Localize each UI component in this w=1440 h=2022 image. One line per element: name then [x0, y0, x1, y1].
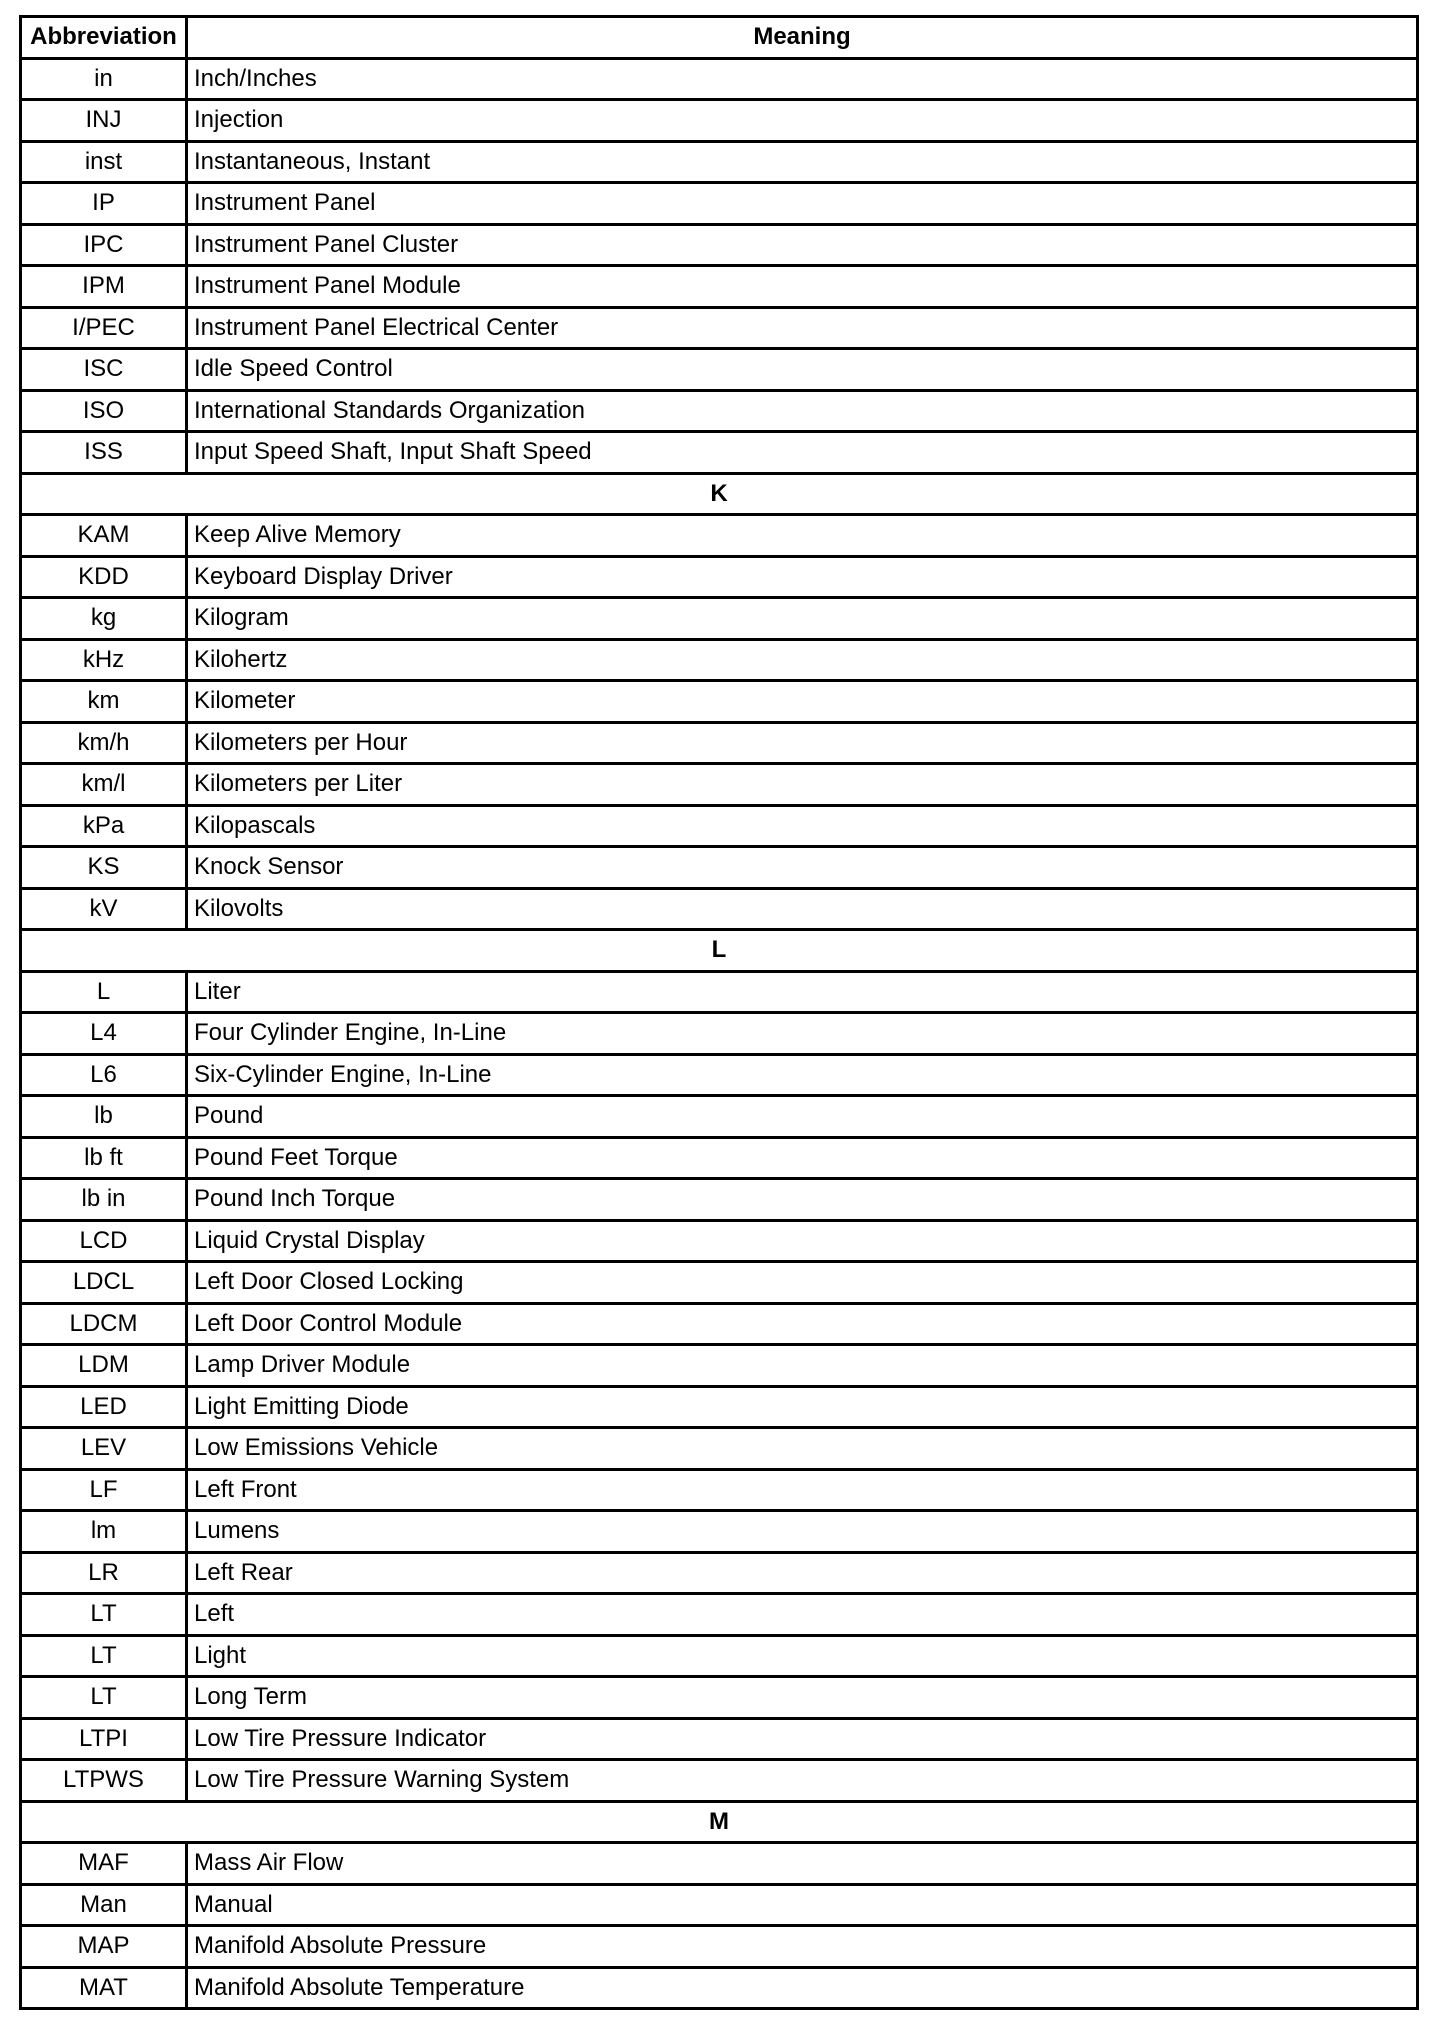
meaning-cell: Four Cylinder Engine, In-Line: [187, 1013, 1418, 1055]
meaning-cell: Left Door Closed Locking: [187, 1262, 1418, 1304]
table-row: [21, 100, 1418, 142]
abbreviation-cell: L4: [21, 1013, 187, 1055]
meaning-cell: Knock Sensor: [187, 847, 1418, 889]
abbreviation-cell: kV: [21, 888, 187, 930]
meaning-cell: Instrument Panel Cluster: [187, 224, 1418, 266]
abbreviation-cell: ISS: [21, 432, 187, 474]
meaning-cell: Left Door Control Module: [187, 1303, 1418, 1345]
table-row: [21, 556, 1418, 598]
abbreviation-cell: lb ft: [21, 1137, 187, 1179]
table-row: [21, 1220, 1418, 1262]
abbreviation-cell: LT: [21, 1677, 187, 1719]
meaning-cell: Instrument Panel: [187, 183, 1418, 225]
table-row: [21, 390, 1418, 432]
abbreviation-cell: IPM: [21, 266, 187, 308]
table-row: [21, 639, 1418, 681]
abbreviation-cell: MAF: [21, 1843, 187, 1885]
table-row: [21, 888, 1418, 930]
section-letter: L: [21, 930, 1418, 972]
meaning-cell: Keyboard Display Driver: [187, 556, 1418, 598]
abbreviation-cell: kHz: [21, 639, 187, 681]
meaning-cell: Lamp Driver Module: [187, 1345, 1418, 1387]
section-row: [21, 930, 1418, 972]
section-row: [21, 473, 1418, 515]
meaning-cell: Inch/Inches: [187, 58, 1418, 100]
abbreviation-cell: LT: [21, 1594, 187, 1636]
table-row: [21, 307, 1418, 349]
meaning-cell: Pound Inch Torque: [187, 1179, 1418, 1221]
meaning-cell: Mass Air Flow: [187, 1843, 1418, 1885]
meaning-cell: Light: [187, 1635, 1418, 1677]
table-row: [21, 681, 1418, 723]
abbreviation-cell: kPa: [21, 805, 187, 847]
abbreviation-cell: I/PEC: [21, 307, 187, 349]
abbreviation-table: [19, 15, 1419, 2010]
table-row: [21, 1013, 1418, 1055]
table-row: [21, 141, 1418, 183]
meaning-cell: Idle Speed Control: [187, 349, 1418, 391]
abbreviation-cell: LTPI: [21, 1718, 187, 1760]
table-row: [21, 1843, 1418, 1885]
abbreviation-cell: inst: [21, 141, 187, 183]
table-row: [21, 1179, 1418, 1221]
meaning-cell: Six-Cylinder Engine, In-Line: [187, 1054, 1418, 1096]
table-row: [21, 1677, 1418, 1719]
meaning-cell: Kilometer: [187, 681, 1418, 723]
abbreviation-cell: Man: [21, 1884, 187, 1926]
meaning-cell: Kilometers per Liter: [187, 764, 1418, 806]
abbreviation-cell: KDD: [21, 556, 187, 598]
table-row: [21, 1926, 1418, 1968]
meaning-cell: Left: [187, 1594, 1418, 1636]
meaning-cell: Kilometers per Hour: [187, 722, 1418, 764]
meaning-cell: Left Front: [187, 1469, 1418, 1511]
abbreviation-cell: LEV: [21, 1428, 187, 1470]
table-row: [21, 1428, 1418, 1470]
meaning-cell: Instrument Panel Electrical Center: [187, 307, 1418, 349]
meaning-cell: Liquid Crystal Display: [187, 1220, 1418, 1262]
table-row: [21, 764, 1418, 806]
meaning-cell: Kilogram: [187, 598, 1418, 640]
meaning-cell: Liter: [187, 971, 1418, 1013]
table-row: [21, 1760, 1418, 1802]
meaning-cell: Input Speed Shaft, Input Shaft Speed: [187, 432, 1418, 474]
abbreviation-cell: INJ: [21, 100, 187, 142]
table-row: [21, 847, 1418, 889]
abbreviation-cell: LDCL: [21, 1262, 187, 1304]
abbreviation-cell: km: [21, 681, 187, 723]
abbreviation-cell: lb in: [21, 1179, 187, 1221]
meaning-cell: Light Emitting Diode: [187, 1386, 1418, 1428]
meaning-cell: Injection: [187, 100, 1418, 142]
meaning-cell: Manual: [187, 1884, 1418, 1926]
abbreviation-cell: IPC: [21, 224, 187, 266]
abbreviation-cell: ISO: [21, 390, 187, 432]
table-row: [21, 1718, 1418, 1760]
table-row: [21, 1967, 1418, 2009]
abbreviation-cell: LTPWS: [21, 1760, 187, 1802]
table-row: [21, 1262, 1418, 1304]
header-meaning: Meaning: [187, 17, 1418, 59]
section-letter: M: [21, 1801, 1418, 1843]
meaning-cell: Kilovolts: [187, 888, 1418, 930]
table-row: [21, 1511, 1418, 1553]
abbreviation-cell: LCD: [21, 1220, 187, 1262]
meaning-cell: Low Tire Pressure Warning System: [187, 1760, 1418, 1802]
table-row: [21, 722, 1418, 764]
table-row: [21, 1137, 1418, 1179]
section-row: [21, 1801, 1418, 1843]
abbreviation-cell: lb: [21, 1096, 187, 1138]
meaning-cell: Long Term: [187, 1677, 1418, 1719]
meaning-cell: Manifold Absolute Pressure: [187, 1926, 1418, 1968]
abbreviation-cell: lm: [21, 1511, 187, 1553]
abbreviation-cell: KS: [21, 847, 187, 889]
abbreviation-cell: MAT: [21, 1967, 187, 2009]
table-row: [21, 1386, 1418, 1428]
meaning-cell: Left Rear: [187, 1552, 1418, 1594]
meaning-cell: International Standards Organization: [187, 390, 1418, 432]
meaning-cell: Low Emissions Vehicle: [187, 1428, 1418, 1470]
table-row: [21, 1552, 1418, 1594]
table-row: [21, 1345, 1418, 1387]
abbreviation-cell: IP: [21, 183, 187, 225]
abbreviation-cell: LDM: [21, 1345, 187, 1387]
table-row: [21, 805, 1418, 847]
table-row: [21, 432, 1418, 474]
table-row: [21, 1469, 1418, 1511]
table-row: [21, 349, 1418, 391]
abbreviation-cell: L6: [21, 1054, 187, 1096]
table-row: [21, 1635, 1418, 1677]
abbreviation-cell: LR: [21, 1552, 187, 1594]
table-row: [21, 1054, 1418, 1096]
abbreviation-cell: L: [21, 971, 187, 1013]
table-row: [21, 515, 1418, 557]
abbreviation-cell: LF: [21, 1469, 187, 1511]
meaning-cell: Instantaneous, Instant: [187, 141, 1418, 183]
header-abbreviation: Abbreviation: [21, 17, 187, 59]
table-row: [21, 1303, 1418, 1345]
abbreviation-cell: LDCM: [21, 1303, 187, 1345]
table-row: [21, 58, 1418, 100]
abbreviation-cell: kg: [21, 598, 187, 640]
meaning-cell: Keep Alive Memory: [187, 515, 1418, 557]
abbreviation-cell: LT: [21, 1635, 187, 1677]
table-row: [21, 1096, 1418, 1138]
abbreviation-cell: MAP: [21, 1926, 187, 1968]
table-row: [21, 598, 1418, 640]
abbreviation-cell: km/l: [21, 764, 187, 806]
abbreviation-cell: km/h: [21, 722, 187, 764]
table-row: [21, 971, 1418, 1013]
meaning-cell: Instrument Panel Module: [187, 266, 1418, 308]
header-row: [21, 17, 1418, 59]
table-row: [21, 1884, 1418, 1926]
abbreviation-cell: ISC: [21, 349, 187, 391]
table-row: [21, 266, 1418, 308]
abbreviation-cell: KAM: [21, 515, 187, 557]
section-letter: K: [21, 473, 1418, 515]
meaning-cell: Kilohertz: [187, 639, 1418, 681]
meaning-cell: Low Tire Pressure Indicator: [187, 1718, 1418, 1760]
abbreviation-cell: in: [21, 58, 187, 100]
meaning-cell: Lumens: [187, 1511, 1418, 1553]
abbreviation-cell: LED: [21, 1386, 187, 1428]
meaning-cell: Pound Feet Torque: [187, 1137, 1418, 1179]
table-row: [21, 224, 1418, 266]
meaning-cell: Kilopascals: [187, 805, 1418, 847]
table-row: [21, 1594, 1418, 1636]
meaning-cell: Manifold Absolute Temperature: [187, 1967, 1418, 2009]
meaning-cell: Pound: [187, 1096, 1418, 1138]
table-row: [21, 183, 1418, 225]
